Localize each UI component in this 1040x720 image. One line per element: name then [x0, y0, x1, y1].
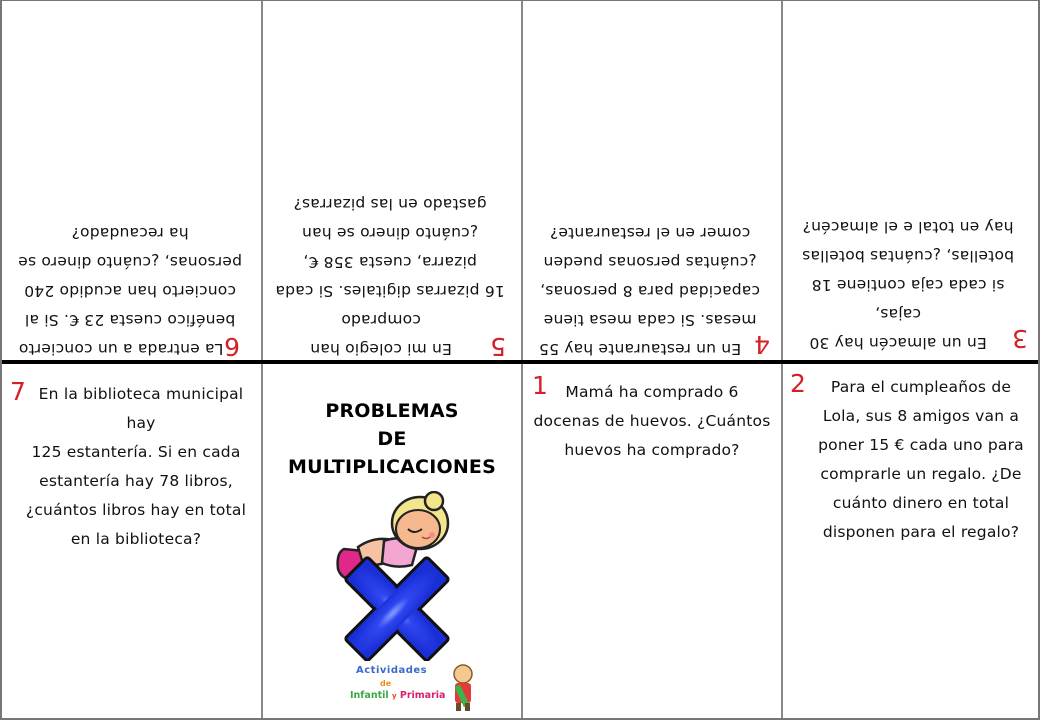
logo-word: y [391, 692, 397, 700]
logo-text [350, 690, 445, 701]
text-line: La entrada a un concierto [18, 340, 224, 358]
text-line: huevos ha comprado? [564, 441, 740, 459]
text-line: en la biblioteca? [70, 530, 202, 548]
text-line: ¿cuánto dinero se han [301, 224, 479, 242]
problem-card-7 [2, 363, 262, 720]
cover-card [262, 363, 522, 720]
logo-mascot-icon [450, 663, 476, 713]
problem-number: 5 [490, 332, 506, 361]
logo-word: Primaria [399, 690, 446, 701]
text-line: ha recaudado? [71, 224, 189, 242]
text-line: si cada caja contiene 18 [811, 276, 1005, 294]
problem-text [790, 212, 1026, 357]
logo-text: de [380, 679, 392, 688]
problem-card-6 [2, 1, 262, 361]
logo-text: Actividades [356, 665, 428, 676]
problem-text [532, 378, 772, 465]
worksheet-title [262, 397, 522, 481]
text-line: ¿cuántos libros hay en total [25, 501, 247, 519]
text-line: capacidad para 8 personas, [539, 282, 761, 300]
text-line: ¿cuántas personas pueden [543, 253, 757, 271]
text-line: benéfico cuesta 23 €. Si al [24, 311, 236, 329]
title-line: DE [377, 428, 407, 450]
text-line: poner 15 € cada uno para [818, 436, 1024, 454]
publisher-logo [350, 659, 460, 719]
title-line: PROBLEMAS [325, 400, 459, 422]
problem-number: 4 [754, 330, 770, 359]
problem-text [272, 189, 508, 361]
problem-number: 7 [10, 377, 26, 406]
text-line: Para el cumpleaños de [830, 378, 1012, 396]
problem-number: 1 [532, 371, 548, 400]
text-line: personas, ¿cuánto dinero se [18, 253, 242, 271]
problem-text [16, 380, 256, 554]
text-line: botellas, ¿cuántas botellas [802, 247, 1014, 265]
text-line: Lola, sus 8 amigos van a [822, 407, 1020, 425]
text-line: comprarle un regalo. ¿De [820, 465, 1022, 483]
problem-text [806, 373, 1036, 547]
text-line: pizarra, cuesta 358 €, [303, 253, 477, 271]
text-line: En mi colegio han comprado [310, 311, 452, 358]
girl-on-multiplication-sign-illustration [322, 491, 472, 661]
problem-text [12, 218, 248, 361]
problem-card-3 [782, 1, 1040, 361]
text-line: 125 estantería. Si en cada [31, 443, 241, 461]
text-line: hay en total e el almacén? [802, 218, 1014, 236]
text-line: estantería hay 78 libros, [39, 472, 233, 490]
text-line: mesas. Si cada mesa tiene [543, 311, 757, 329]
problem-card-4 [522, 1, 782, 361]
text-line: docenas de huevos. ¿Cuántos [533, 412, 771, 430]
text-line: disponen para el regalo? [822, 523, 1020, 541]
text-line: 16 pizarras digitales. Si cada [275, 282, 505, 300]
text-line: En la biblioteca municipal hay [38, 385, 244, 432]
problem-card-5 [262, 1, 522, 361]
problem-text [532, 218, 768, 361]
text-line: Mamá ha comprado 6 [565, 383, 739, 401]
text-line: En un almacén hay 30 cajas, [809, 305, 987, 352]
title-line: MULTIPLICACIONES [287, 456, 496, 478]
problem-number: 3 [1012, 324, 1028, 353]
problem-number: 2 [790, 369, 806, 398]
text-line: gastado en las pizarras? [293, 195, 487, 213]
problem-number: 6 [224, 332, 240, 361]
text-line: En un restaurante hay 55 [538, 340, 742, 358]
problem-card-2 [782, 363, 1040, 720]
problem-card-1 [522, 363, 782, 720]
text-line: cuánto dinero en total [832, 494, 1010, 512]
logo-word: Infantil [350, 690, 389, 701]
text-line: concierto han acudido 240 [24, 282, 236, 300]
text-line: comer en el restaurante? [549, 224, 751, 242]
